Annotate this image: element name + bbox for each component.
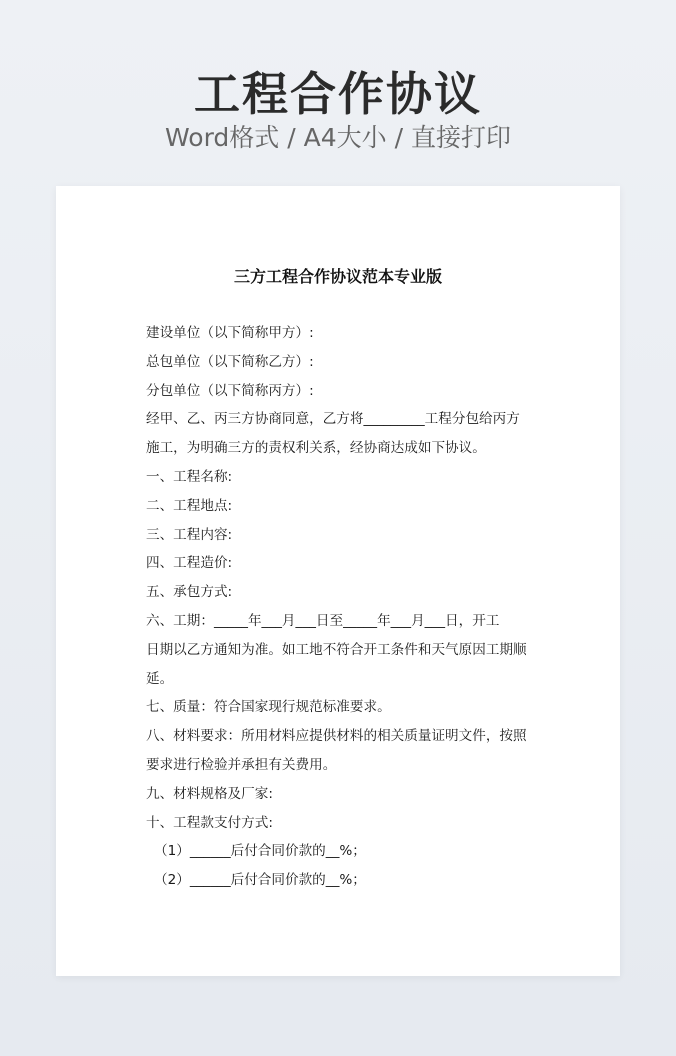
clause-materials-line-1: 八、材料要求：所用材料应提供材料的相关质量证明文件，按照 bbox=[146, 728, 527, 745]
clause-project-location: 二、工程地点: bbox=[146, 497, 233, 514]
clause-payment-item-1: （1）______后付合同价款的__%； bbox=[154, 843, 366, 860]
clause-contract-mode: 五、承包方式: bbox=[146, 584, 233, 601]
clause-project-name: 一、工程名称: bbox=[146, 468, 233, 485]
clause-payment: 十、工程款支付方式: bbox=[146, 814, 273, 831]
clause-party-c: 分包单位（以下简称丙方）: bbox=[146, 382, 314, 399]
clause-preamble-line-2: 施工，为明确三方的责权利关系，经协商达成如下协议。 bbox=[146, 440, 486, 457]
clause-schedule-line-3: 延。 bbox=[146, 670, 174, 687]
banner-subtitle: Word格式 / A4大小 / 直接打印 bbox=[165, 123, 511, 152]
clause-project-cost: 四、工程造价: bbox=[146, 555, 233, 572]
promo-banner bbox=[0, 0, 676, 186]
clause-project-content: 三、工程内容: bbox=[146, 526, 233, 543]
document-body bbox=[146, 319, 536, 895]
clause-quality: 七、质量：符合国家现行规范标准要求。 bbox=[146, 699, 391, 716]
clause-party-a: 建设单位（以下简称甲方）: bbox=[146, 325, 314, 341]
clause-party-b: 总包单位（以下简称乙方）: bbox=[146, 353, 314, 370]
clause-preamble-line-1: 经甲、乙、丙三方协商同意，乙方将_________工程分包给丙方 bbox=[146, 411, 520, 428]
document-title: 三方工程合作协议范本专业版 bbox=[233, 267, 442, 286]
clause-schedule-line-1: 六、工期：_____年___月___日至_____年___月___日，开工 bbox=[146, 612, 500, 629]
clause-schedule-line-2: 日期以乙方通知为准。如工地不符合开工条件和天气原因工期顺 bbox=[146, 641, 527, 658]
clause-material-specs: 九、材料规格及厂家: bbox=[146, 785, 273, 802]
banner-title: 工程合作协议 bbox=[194, 67, 482, 121]
document-page bbox=[56, 186, 620, 976]
clause-materials-line-2: 要求进行检验并承担有关费用。 bbox=[146, 756, 337, 773]
clause-payment-item-2: （2）______后付合同价款的__%； bbox=[154, 872, 366, 889]
